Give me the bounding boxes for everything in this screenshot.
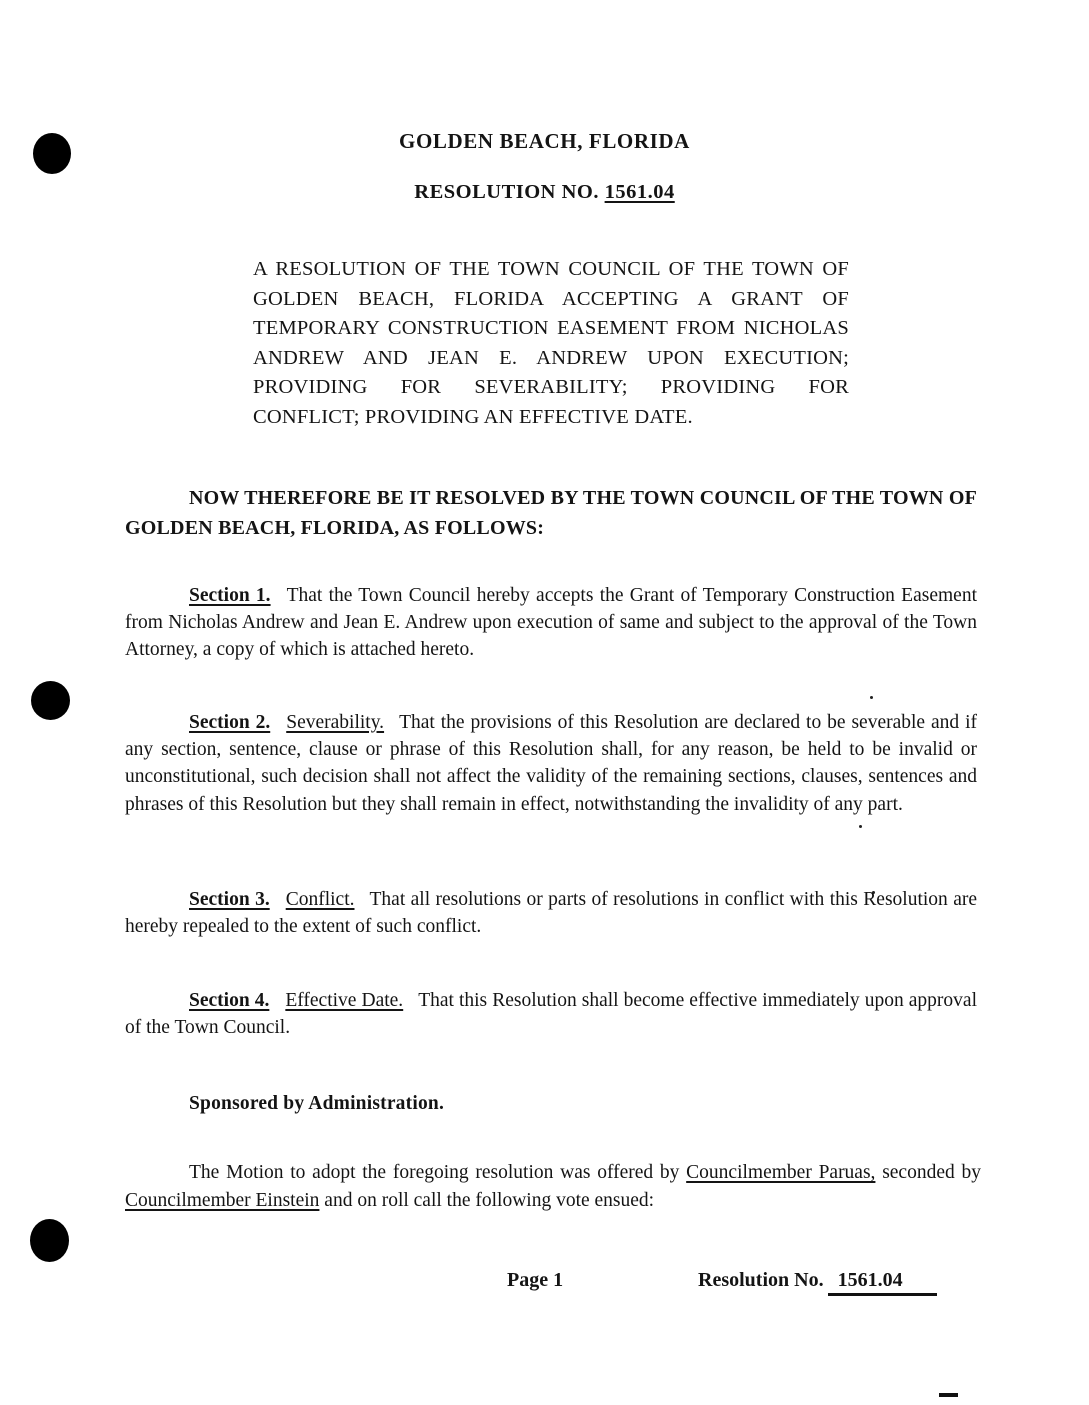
section-2-body: That the provisions of this Resolution are declared to be severable and if any section, sentence, clause or phrase of this Resolution shall, for any reason, be held to be invalid or unconstitutional, such decision shall not affect the validity of the remaining sections, clauses, sentences and phrases of this Resolution but they shall remain in effect, notwithstanding the invalidity of any part.: [125, 712, 977, 815]
scan-speck: [870, 696, 873, 699]
document-title: GOLDEN BEACH, FLORIDA: [399, 129, 690, 153]
section-2-label: Section 2.: [189, 712, 271, 733]
motion-text-after: and on roll call the following vote ensued:: [319, 1189, 655, 1211]
resolved-clause: NOW THEREFORE BE IT RESOLVED BY THE TOWN COUNCIL OF THE TOWN OF GOLDEN BEACH, FLORIDA, AS FOLLOWS:: [125, 487, 977, 539]
hole-punch-mark-middle: [31, 681, 70, 720]
scan-dash-mark: [939, 1393, 958, 1397]
footer-page-number: Page 1: [507, 1269, 564, 1291]
footer-resolution-number: [698, 1269, 937, 1292]
resolution-preamble: A RESOLUTION OF THE TOWN COUNCIL OF THE TOWN OF GOLDEN BEACH, FLORIDA ACCEPTING A GRANT OF TEMPORARY CONSTRUCTION EASEMENT FROM NICHOLAS ANDREW AND JEAN E. ANDREW UPON EXECUTION; PROVIDING FOR SEVERABILITY; PROVIDING FOR CONFLICT; PROVIDING AN EFFECTIVE DATE.: [253, 258, 849, 428]
section-4-heading: Effective Date.: [285, 990, 404, 1011]
motion-text-before: The Motion to adopt the foregoing resolution was offered by: [189, 1162, 687, 1183]
section-3-paragraph: [125, 886, 977, 940]
section-3-heading: Conflict.: [285, 889, 355, 910]
section-4-paragraph: [125, 987, 977, 1041]
section-1-label: Section 1.: [189, 585, 271, 606]
section-1-paragraph: [125, 582, 977, 664]
hole-punch-mark-bottom: [30, 1219, 69, 1262]
seconded-by-name: Councilmember Einstein: [125, 1189, 320, 1211]
section-2-paragraph: [125, 709, 977, 818]
scan-speck: [859, 825, 862, 828]
section-3-body: That all resolutions or parts of resolutions in conflict with this Resolution are hereby repealed to the extent of such conflict.: [125, 889, 977, 938]
footer-resolution-label: Resolution No.: [698, 1269, 824, 1291]
section-4-body: That this Resolution shall become effective immediately upon approval of the Town Council.: [125, 990, 977, 1039]
section-1-body: That the Town Council hereby accepts the Grant of Temporary Construction Easement from Nicholas Andrew and Jean E. Andrew upon execution of same and subject to the approval of the Town Attorney, a copy of which is attached hereto.: [125, 585, 977, 661]
motion-paragraph: [125, 1159, 981, 1214]
section-2-heading: Severability.: [286, 712, 385, 733]
motion-text-middle: seconded by: [875, 1162, 982, 1183]
sponsored-by-line: Sponsored by Administration.: [189, 1093, 445, 1114]
resolution-number-value: 1561.04: [604, 181, 675, 203]
resolution-number-heading: [0, 181, 1089, 204]
resolution-number-label: RESOLUTION NO.: [414, 181, 605, 203]
section-3-label: Section 3.: [189, 889, 270, 910]
footer-resolution-value: 1561.04: [837, 1269, 903, 1291]
footer-resolution-underline: [828, 1269, 937, 1296]
section-4-label: Section 4.: [189, 990, 270, 1011]
offered-by-name: Councilmember Paruas,: [686, 1162, 876, 1183]
